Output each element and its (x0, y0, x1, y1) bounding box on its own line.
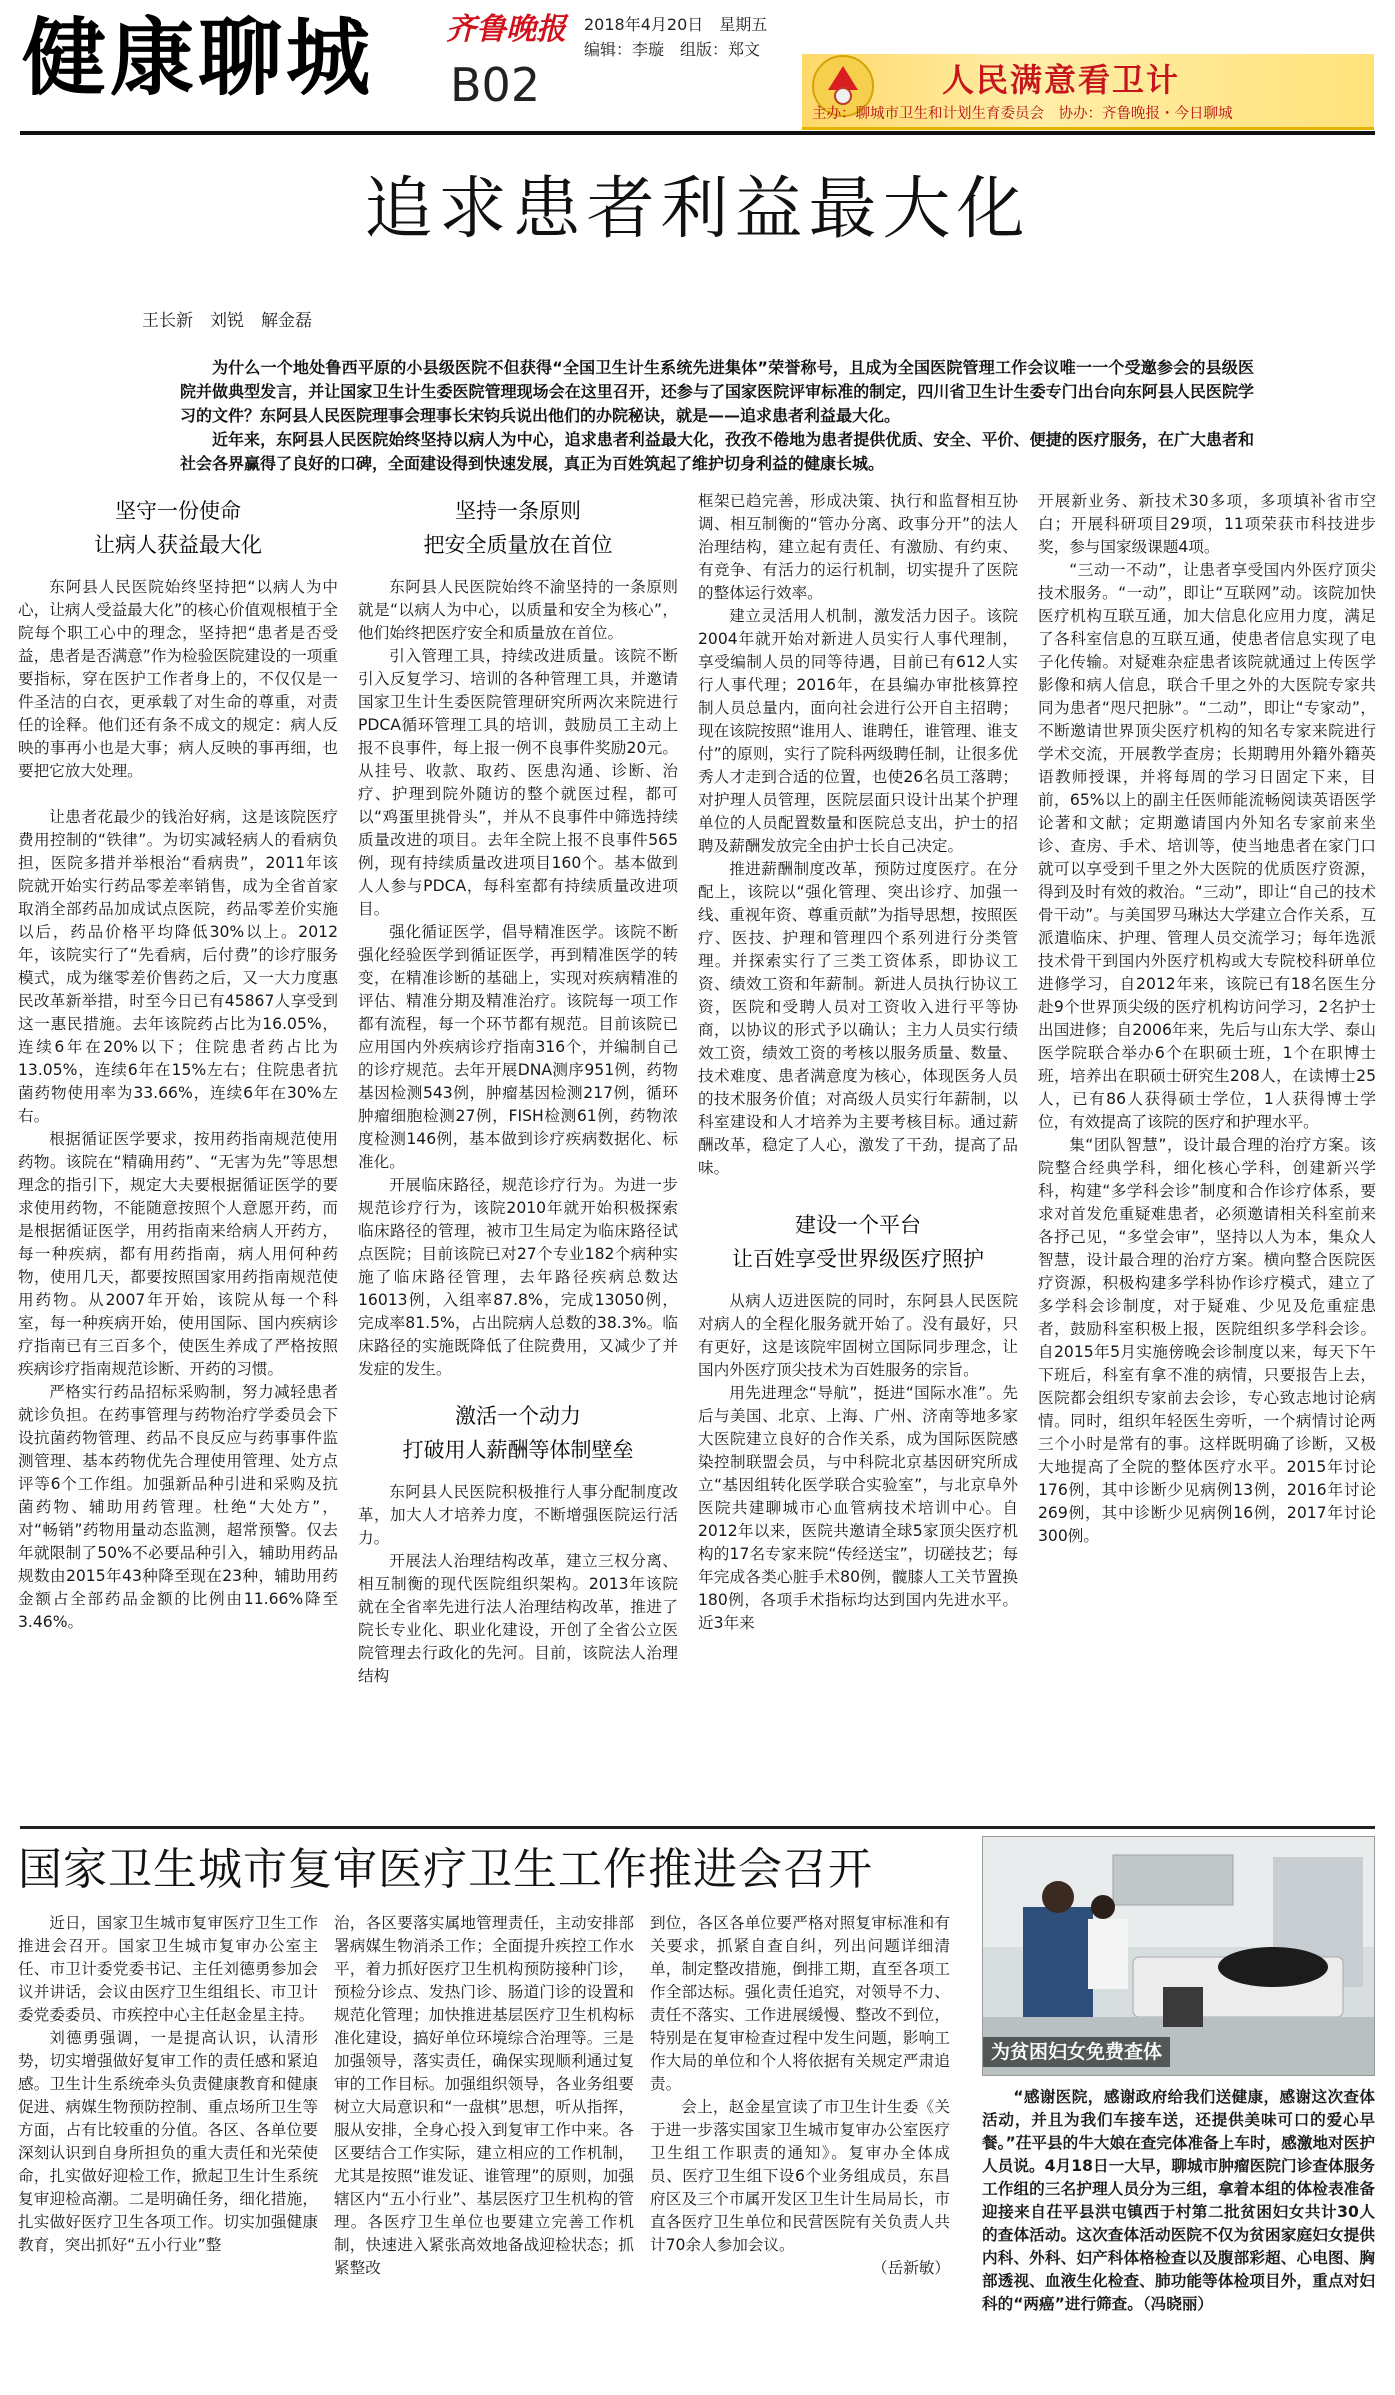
paragraph: 到位，各区各单位要严格对照复审标准和有关要求，抓紧自查自纠，列出问题详细清单，制定整改措施，倒排工期，直至各项工作全部达标。强化责任追究，对领导不力、责任不落实、工作进展缓慢、整改不到位，特别是在复审检查过程中发生问题，影响工作大局的单位和个人将依据有关规定严肃追责。 (650, 1914, 950, 2093)
photo-story-text: “感谢医院，感谢政府给我们送健康，感谢这次查体活动，并且为我们车接车送，还提供美味可口的爱心早餐。”茌平县的牛大娘在查完体准备上车时，感激地对医护人员说。4月18日一大早，聊城市肿瘤医院门诊查体服务工作组的三名护理人员分为三组，拿着本组的体检表准备迎接来自茌平县洪屯镇西于村第二批贫困妇女共计30人的查体活动。这次查体活动医院不仅为贫困家庭妇女提供内科、外科、妇产科体格检查以及腹部彩超、心电图、胸部透视、血液生化检查、肺功能等体检项目外，重点对妇科的“两癌”进行筛查。 (982, 2088, 1375, 2313)
campaign-title: 人民满意看卫计 (942, 61, 1181, 99)
paragraph: 集“团队智慧”，设计最合理的治疗方案。该院整合经典学科，细化核心学科，创建新兴学科，构建“多学科会诊”制度和合作诊疗体系，要求对首发危重疑难患者，必须邀请相关科室前来各抒己见，“多堂会审”，坚持以人为本，集众人智慧，设计最合理的治疗方案。横向整合医院医疗资源，积极构建多学科协作诊疗模式，建立了多学科会诊制度，对于疑难、少见及危重症患者，鼓励科室积极上报，医院组织多学科会诊。自2015年5月实施傍晚会诊制度以来，每天下午下班后，科室有拿不准的病情，只要报告上去，医院都会组织专家前去会诊，专心致志地讨论病情。同时，组织年轻医生旁听，一个病情讨论两三个小时是常有的事。这样既明确了诊断，又极大地提高了全院的整体医疗水平。2015年讨论176例，其中诊断少见病例13例，2016年讨论269例，其中诊断少见病例16例，2017年讨论300例。 (1038, 1136, 1376, 1545)
lead-column-1 (18, 488, 338, 1820)
second-column-3 (650, 1912, 950, 2382)
subheading-platform-2: 让百姓享受世界级医疗照护 (732, 1247, 984, 1271)
paragraph: 根据循证医学要求，按用药指南规范使用药物。该院在“精确用药”、“无害为先”等思想理念的指引下，规定大夫要根据循证医学的要求使用药物，不能随意按照个人意愿开药，而是根据循证医学，用药指南来给病人开药方，每一种疾病，都有用药指南，病人用何种药物，使用几天，都要按照国家用药指南规范使用药物。从2007年开始，该院从每一个科室，每一种疾病开始，使用国际、国内疾病诊疗指南已有三百多个，使医生养成了严格按照疾病诊疗指南规范诊断、开药的习惯。 (18, 1130, 338, 1378)
lead-column-3 (698, 490, 1018, 1820)
subheading-principle-2: 把安全质量放在首位 (423, 533, 613, 557)
paragraph: 从病人迈进医院的同时，东阿县人民医院对病人的全程化服务就开始了。没有最好，只有更好，这是该院牢固树立国际同步理念，让国内外医疗顶尖技术为百姓服务的宗旨。 (698, 1292, 1018, 1379)
paragraph: 会上，赵金星宣读了市卫生计生委《关于进一步落实国家卫生城市复审办公室医疗卫生组工作职责的通知》。复审办全体成员、医疗卫生组下设6个业务组成员，东昌府区及三个市属开发区卫生计生局局长，市直各医疗卫生单位和民营医院有关负责人共计70余人参加会议。 (650, 2098, 950, 2254)
subheading-mission: 坚守一份使命 (115, 499, 241, 523)
paragraph: 近日，国家卫生城市复审医疗卫生工作推进会召开。国家卫生城市复审办公室主任、市卫计委党委书记、主任刘德勇参加会议并讲话，会议由医疗卫生组组长、市卫计委党委委员、市疾控中心主任赵金星主持。 (18, 1914, 318, 2024)
paragraph: 框架已趋完善，形成决策、执行和监督相互协调、相互制衡的“管办分离、政事分开”的法人治理结构，建立起有责任、有激励、有约束、有竞争、有活力的运行机制，切实提升了医院的整体运行效率。 (698, 492, 1018, 602)
issue-date: 2018年4月20日 星期五 (584, 15, 768, 34)
lead-column-4 (1038, 490, 1376, 1820)
paragraph (982, 2086, 1375, 2316)
subheading-motivation: 激活一个动力 (455, 1404, 581, 1428)
paragraph: 推进薪酬制度改革，预防过度医疗。在分配上，该院以“强化管理、突出诊疗、加强一线、重视年资、尊重贡献”为指导思想，按照医疗、医技、护理和管理四个系列进行分类管理。并探索实行了三类工资体系，即协议工资、绩效工资和年薪制。新进人员执行协议工资，医院和受聘人员对工资收入进行平等协商，以协议的形式予以确认；主力人员实行绩效工资，绩效工资的考核以服务质量、数量、技术难度、患者满意度为核心，体现医务人员的技术服务价值；对高级人员实行年薪制，以科室建设和人才培养为主要考核目标。通过薪酬改革，稳定了人心，激发了干劲，提高了品味。 (698, 860, 1018, 1177)
second-column-2 (334, 1912, 634, 2382)
byline-signature: （冯晓丽） (1142, 2295, 1214, 2313)
paragraph: 开展新业务、新技术30多项，多项填补省市空白；开展科研项目29项，11项荣获市科技进步奖，参与国家级课题4项。 (1038, 492, 1376, 556)
subheading-mission-2: 让病人获益最大化 (94, 533, 262, 557)
campaign-banner (802, 54, 1374, 130)
paragraph: “三动一不动”，让患者享受国内外医疗顶尖技术服务。“一动”，即让“互联网”动。该院加快医疗机构互联互通，加大信息化应用力度，满足了各科室信息的互联互通，使患者信息实现了电子化传输。对疑难杂症患者该院就通过上传医学影像和病人信息，联合千里之外的大医院专家共同为患者“咫尺把脉”。“二动”，即让“专家动”，不断邀请世界顶尖医疗机构的知名专家来院进行学术交流，开展教学查房；长期聘用外籍外籍英语教师授课，并将每周的学习日固定下来，目前，65%以上的副主任医师能流畅阅读英语医学论著和文献；定期邀请国内外知名专家前来坐诊、查房、手术、培训等，使当地患者在家门口就可以享受到千里之外大医院的优质医疗资源，得到及时有效的救治。“三动”，即让“自己的技术骨干动”。与美国罗马琳达大学建立合作关系，互派遣临床、护理、管理人员交流学习；每年选派技术骨干到国内外医疗机构或大专院校科研单位进修学习，自2012年来，该院已有18名医生分赴9个世界顶尖级的医疗机构访问学习，2名护士出国进修；自2006年来，先后与山东大学、泰山医学院联合举办6个在职硕士班，1个在职博士班，培养出在职硕士研究生208人，在读博士25人，已有86人获得硕士学位，1人获得博士学位，有效提高了该院的医疗和护理水平。 (1038, 561, 1376, 1131)
page-number: B02 (450, 58, 541, 112)
second-column-1 (18, 1912, 318, 2382)
subheading-principle: 坚持一条原则 (455, 499, 581, 523)
paragraph: 让患者花最少的钱治好病，这是该院医疗费用控制的“铁律”。为切实减轻病人的看病负担，医院多措并举根治“看病贵”，2011年该院就开始实行药品零差率销售，成为全省首家取消全部药品加成试点医院，药品零差价实施以后，药品价格平均降低30%以上。2012年，该院实行了“先看病，后付费”的诊疗服务模式，成为继零差价售药之后，又一大力度惠民改革新举措，时至今日已有45867人享受到这一惠民措施。去年该院药占比为16.05%，连续6年在20%以下；住院患者药占比为13.05%，连续6年在15%左右；住院患者抗菌药物使用率为33.66%，连续6年在30%左右。 (18, 808, 338, 1125)
campaign-sponsor: 主办：聊城市卫生和计划生育委员会 协办：齐鲁晚报・今日聊城 (812, 106, 1233, 122)
paragraph: 治，各区要落实属地管理责任，主动安排部署病媒生物消杀工作；全面提升疾控工作水平，着力抓好医疗卫生机构预防接种门诊，预检分诊点、发热门诊、肠道门诊的设置和规范化管理；加快推进基层医疗卫生机构标准化建设，搞好单位环境综合治理等。三是加强领导，落实责任，确保实现顺利通过复审的工作目标。加强组织领导，各业务组要树立大局意识和“一盘棋”思想，听从指挥，服从安排，全身心投入到复审工作中来。各区要结合工作实际，建立相应的工作机制，尤其是按照“谁发证、谁管理”的原则，加强辖区内“五小行业”、基层医疗卫生机构的管理。各医疗卫生单位也要建立完善工作机制，快速进入紧张高效地备战迎检状态；抓紧整改 (334, 1914, 634, 2277)
section-title: 健康聊城 (22, 9, 375, 107)
paragraph: 强化循证医学，倡导精准医学。该院不断强化经验医学到循证医学，再到精准医学的转变，在精准诊断的基础上，实现对疾病精准的评估、精准分期及精准治疗。该院每一项工作都有流程，每一个环节都有规范。目前该院已应用国内外疾病诊疗指南316个，并编制自己的诊疗规范。去年开展DNA测序951例，药物基因检测543例，肿瘤基因检测217例，循环肿瘤细胞检测27例，FISH检测61例，药物浓度检测146例，基本做到诊疗疾病数据化、标准化。 (358, 923, 678, 1171)
news-photo (982, 1836, 1375, 2076)
byline-signature: （岳新敏） (872, 2259, 950, 2277)
paragraph: 开展临床路径，规范诊疗行为。为进一步规范诊疗行为，该院2010年就开始积极探索临床路径的管理，被市卫生局定为临床路径试点医院；目前该院已对27个专业182个病种实施了临床路径管理，去年路径疾病总数达16013例，入组率87.8%，完成13050例，完成率81.5%，占出院病人总数的38.3%。临床路径的实施既降低了住院费用，又减少了并发症的发生。 (358, 1176, 678, 1378)
lead-headline: 追求患者利益最大化 (364, 170, 1031, 249)
paragraph: 东阿县人民医院积极推行人事分配制度改革，加大人才培养力度，不断增强医院运行活力。 (358, 1483, 678, 1547)
second-headline: 国家卫生城市复审医疗卫生工作推进会召开 (18, 1844, 873, 1895)
editor-credits: 编辑：李璇 组版：郑文 (584, 40, 761, 59)
subheading-platform: 建设一个平台 (795, 1213, 921, 1237)
paragraph: 刘德勇强调，一是提高认识，认清形势，切实增强做好复审工作的责任感和紧迫感。卫生计生系统牵头负责健康教育和健康促进、病媒生物预防控制、重点场所卫生等方面，占有比较重的分值。各区、各单位要深刻认识到自身所担负的重大责任和光荣使命，扎实做好迎检工作，掀起卫生计生系统复审迎检高潮。二是明确任务，细化措施，扎实做好医疗卫生各项工作。切实加强健康教育，突出抓好“五小行业”整 (18, 2029, 318, 2254)
subheading-motivation-2: 打破用人薪酬等体制壁垒 (402, 1438, 634, 1462)
lead-column-2 (358, 488, 678, 1820)
paragraph: 东阿县人民医院始终坚持把“以病人为中心，让病人受益最大化”的核心价值观根植于全院每个职工心中的理念，坚持把“患者是否受益，患者是否满意”作为检验医院建设的一项重要指标，穿在医护工作者身上的，不仅仅是一件圣洁的白衣，更承载了对生命的尊重，对责任的诠释。他们还有条不成文的规定：病人反映的事再小也是大事；病人反映的事再细，也要把它放大处理。 (18, 578, 338, 780)
paragraph: 引入管理工具，持续改进质量。该院不断引入反复学习、培训的各种管理工具，并邀请国家卫生计生委医院管理研究所两次来院进行PDCA循环管理工具的培训，鼓励员工主动上报不良事件，每上报一例不良事件奖励20元。从挂号、收款、取药、医患沟通、诊断、治疗、护理到院外随访的整个就医过程，都可以“鸡蛋里挑骨头”，并从不良事件中筛选持续质量改进的项目。去年全院上报不良事件565例，现有持续质量改进项目160个。基本做到人人参与PDCA，每科室都有持续质量改进项目。 (358, 647, 678, 918)
paragraph: 东阿县人民医院始终不渝坚持的一条原则就是“以病人为中心，以质量和安全为核心”，他们始终把医疗安全和质量放在首位。 (358, 578, 678, 642)
lead-intro (180, 356, 1254, 476)
photo-story (982, 2086, 1375, 2386)
newspaper-logo: 齐鲁晚报 (446, 12, 566, 47)
paragraph: 建立灵活用人机制，激发活力因子。该院2004年就开始对新进人员实行人事代理制，享受编制人员的同等待遇，目前已有612人实行人事代理；2016年，在县编办审批核算控制人员总量内，面向社会进行公开自主招聘；现在该院按照“谁用人、谁聘任，谁管理、谁支付”的原则，实行了院科两级聘任制，让很多优秀人才走到合适的位置，也使26名员工落聘；对护理人员管理，医院层面只设计出某个护理单位的人员配置数量和医院总支出，护士的招聘及薪酬发放完全由护士长自己决定。 (698, 607, 1018, 855)
photo-caption: 为贫困妇女免费查体 (983, 2037, 1170, 2067)
story-divider (20, 1826, 1375, 1829)
paragraph: 开展法人治理结构改革，建立三权分离、相互制衡的现代医院组织架构。2013年该院就在全省率先进行法人治理结构改革，推进了院长专业化、职业化建设，开创了全省公立医院管理去行政化的先河。目前，该院法人治理结构 (358, 1552, 678, 1685)
lead-byline: 王长新 刘锐 解金磊 (142, 311, 312, 331)
masthead-rule (20, 131, 1375, 135)
paragraph: 用先进理念“导航”，挺进“国际水准”。先后与美国、北京、上海、广州、济南等地多家大医院建立良好的合作关系，成为国际医院感染控制联盟会员，与中科院北京基因研究所成立“基因组转化医学联合实验室”，与北京阜外医院共建聊城市心血管病技术培训中心。自2012年以来，医院共邀请全球5家顶尖医疗机构的17名专家来院“传经送宝”，切磋技艺；每年完成各类心脏手术80例，髋膝人工关节置换180例，各项手术指标均达到国内先进水平。近3年来 (698, 1384, 1018, 1632)
lead-intro-paragraph: 近年来，东阿县人民医院始终坚持以病人为中心，追求患者利益最大化，孜孜不倦地为患者提供优质、安全、平价、便捷的医疗服务，在广大患者和社会各界赢得了良好的口碑，全面建设得到快速发展，真正为百姓筑起了维护切身利益的健康长城。 (180, 430, 1254, 473)
lead-intro-paragraph: 为什么一个地处鲁西平原的小县级医院不但获得“全国卫生计生系统先进集体”荣誉称号，且成为全国医院管理工作会议唯一一个受邀参会的县级医院并做典型发言，并让国家卫生计生委医院管理现场会在这里召开，还参与了国家医院评审标准的制定，四川省卫生计生委专门出台向东阿县人民医院学习的文件？东阿县人民医院理事会理事长宋钧兵说出他们的办院秘诀，就是——追求患者利益最大化。 (180, 358, 1254, 425)
paragraph: 严格实行药品招标采购制，努力减轻患者就诊负担。在药事管理与药物治疗学委员会下设抗菌药物管理、药品不良反应与药事事件监测管理、基本药物优先合理使用管理、处方点评等6个工作组。加强新品种引进和采购及抗菌药物、辅助用药管理。杜绝“大处方”，对“畅销”药物用量动态监测，超常预警。仅去年就限制了50%不必要品种引入，辅助用药品规数由2015年43种降至现在23种，辅助用药金额占全部药品金额的比例由11.66%降至3.46%。 (18, 1383, 338, 1631)
